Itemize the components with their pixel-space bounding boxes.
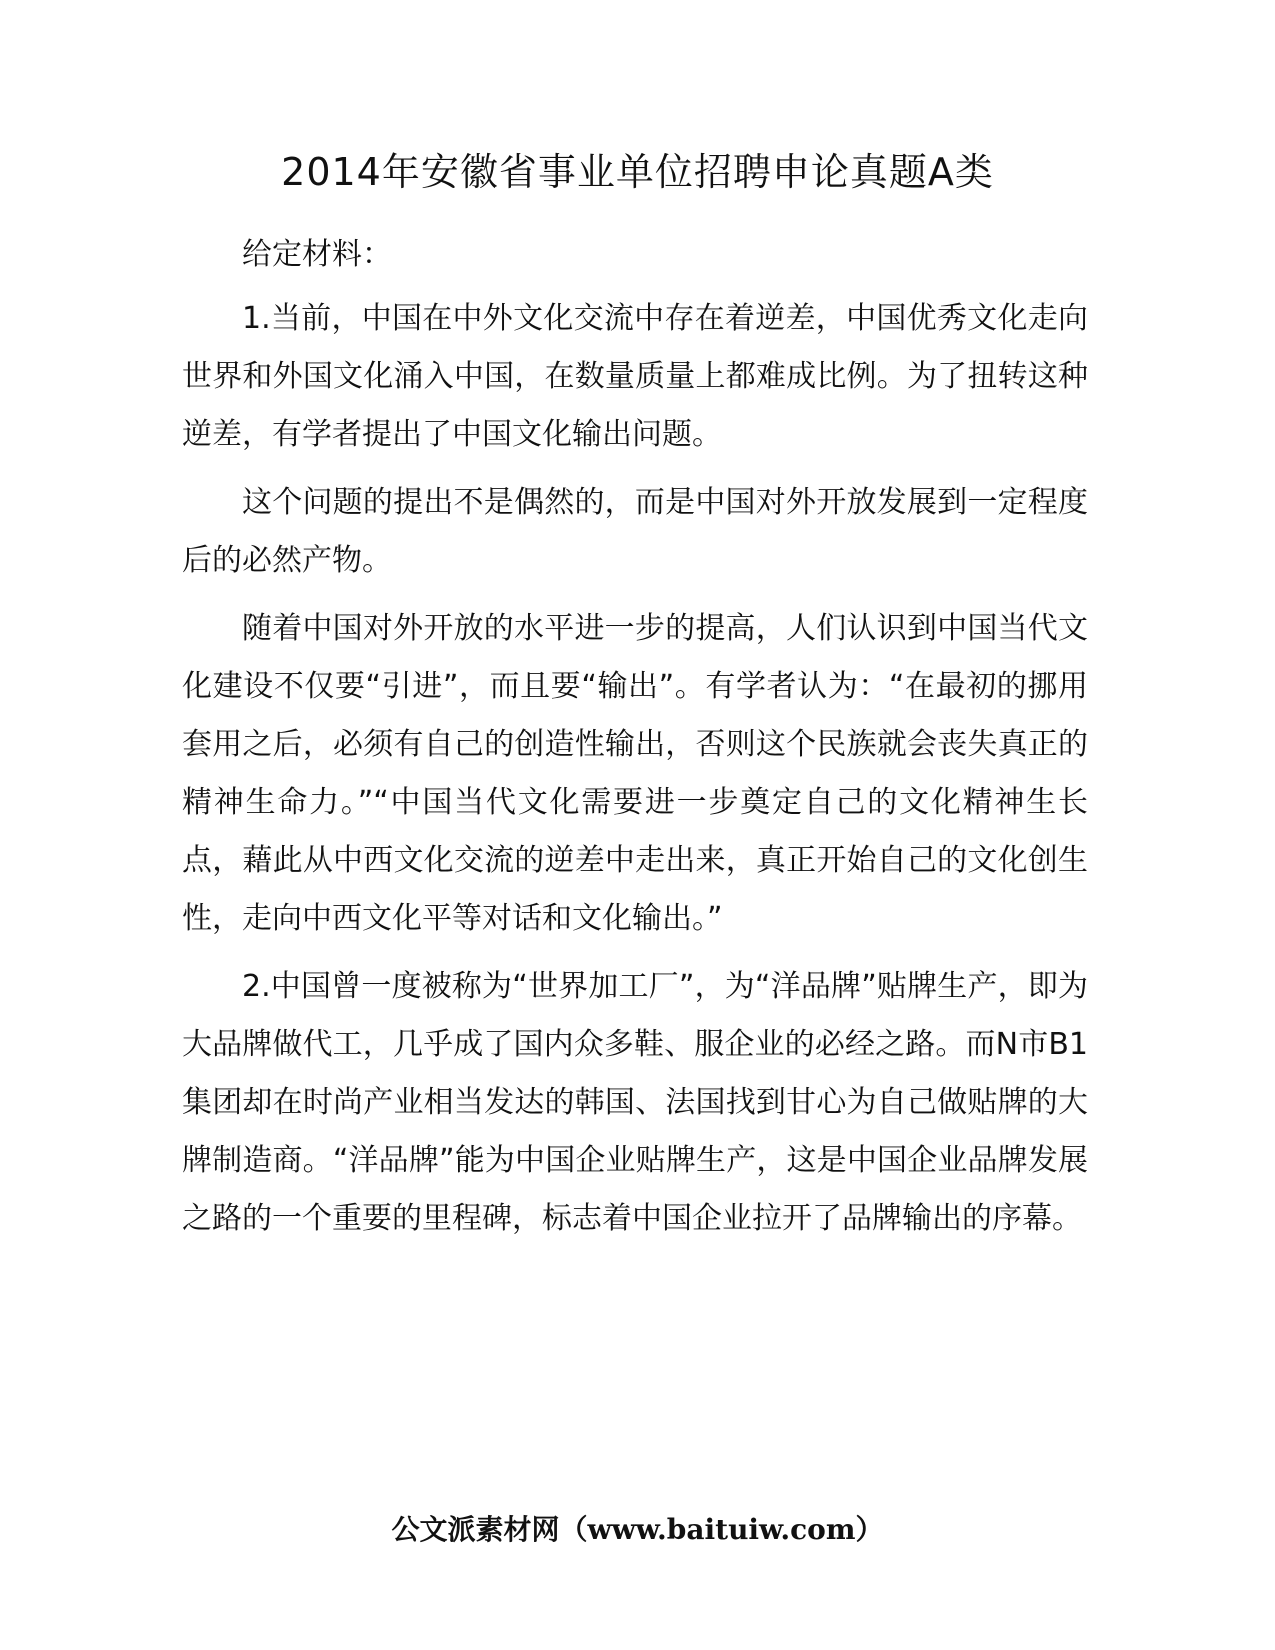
document-body	[182, 226, 1088, 1258]
paragraph-4: 2.中国曾一度被称为“世界加工厂”，为“洋品牌”贴牌生产，即为大品牌做代工，几乎成了国内众多鞋、服企业的必经之路。而N市B1集团却在时尚产业相当发达的韩国、法国找到甘心为自己做贴牌的大牌制造商。“洋品牌”能为中国企业贴牌生产，这是中国企业品牌发展之路的一个重要的里程碑，标志着中国企业拉开了品牌输出的序幕。	[182, 969, 1088, 1236]
footer-watermark: 公文派素材网（www.baituiw.com）	[391, 1513, 884, 1546]
section-label: 给定材料：	[242, 237, 392, 272]
paragraph-2: 这个问题的提出不是偶然的，而是中国对外开放发展到一定程度后的必然产物。	[182, 485, 1088, 578]
paragraph-1: 1.当前，中国在中外文化交流中存在着逆差，中国优秀文化走向世界和外国文化涌入中国，在数量质量上都难成比例。为了扭转这种逆差，有学者提出了中国文化输出问题。	[182, 301, 1088, 452]
paragraph-3: 随着中国对外开放的水平进一步的提高，人们认识到中国当代文化建设不仅要“引进”，而且要“输出”。有学者认为：“在最初的挪用套用之后，必须有自己的创造性输出，否则这个民族就会丧失真正的精神生命力。”“中国当代文化需要进一步奠定自己的文化精神生长点，藉此从中西文化交流的逆差中走出来，真正开始自己的文化创生性，走向中西文化平等对话和文化输出。”	[182, 611, 1088, 936]
page-title: 2014年安徽省事业单位招聘申论真题A类	[281, 150, 994, 194]
